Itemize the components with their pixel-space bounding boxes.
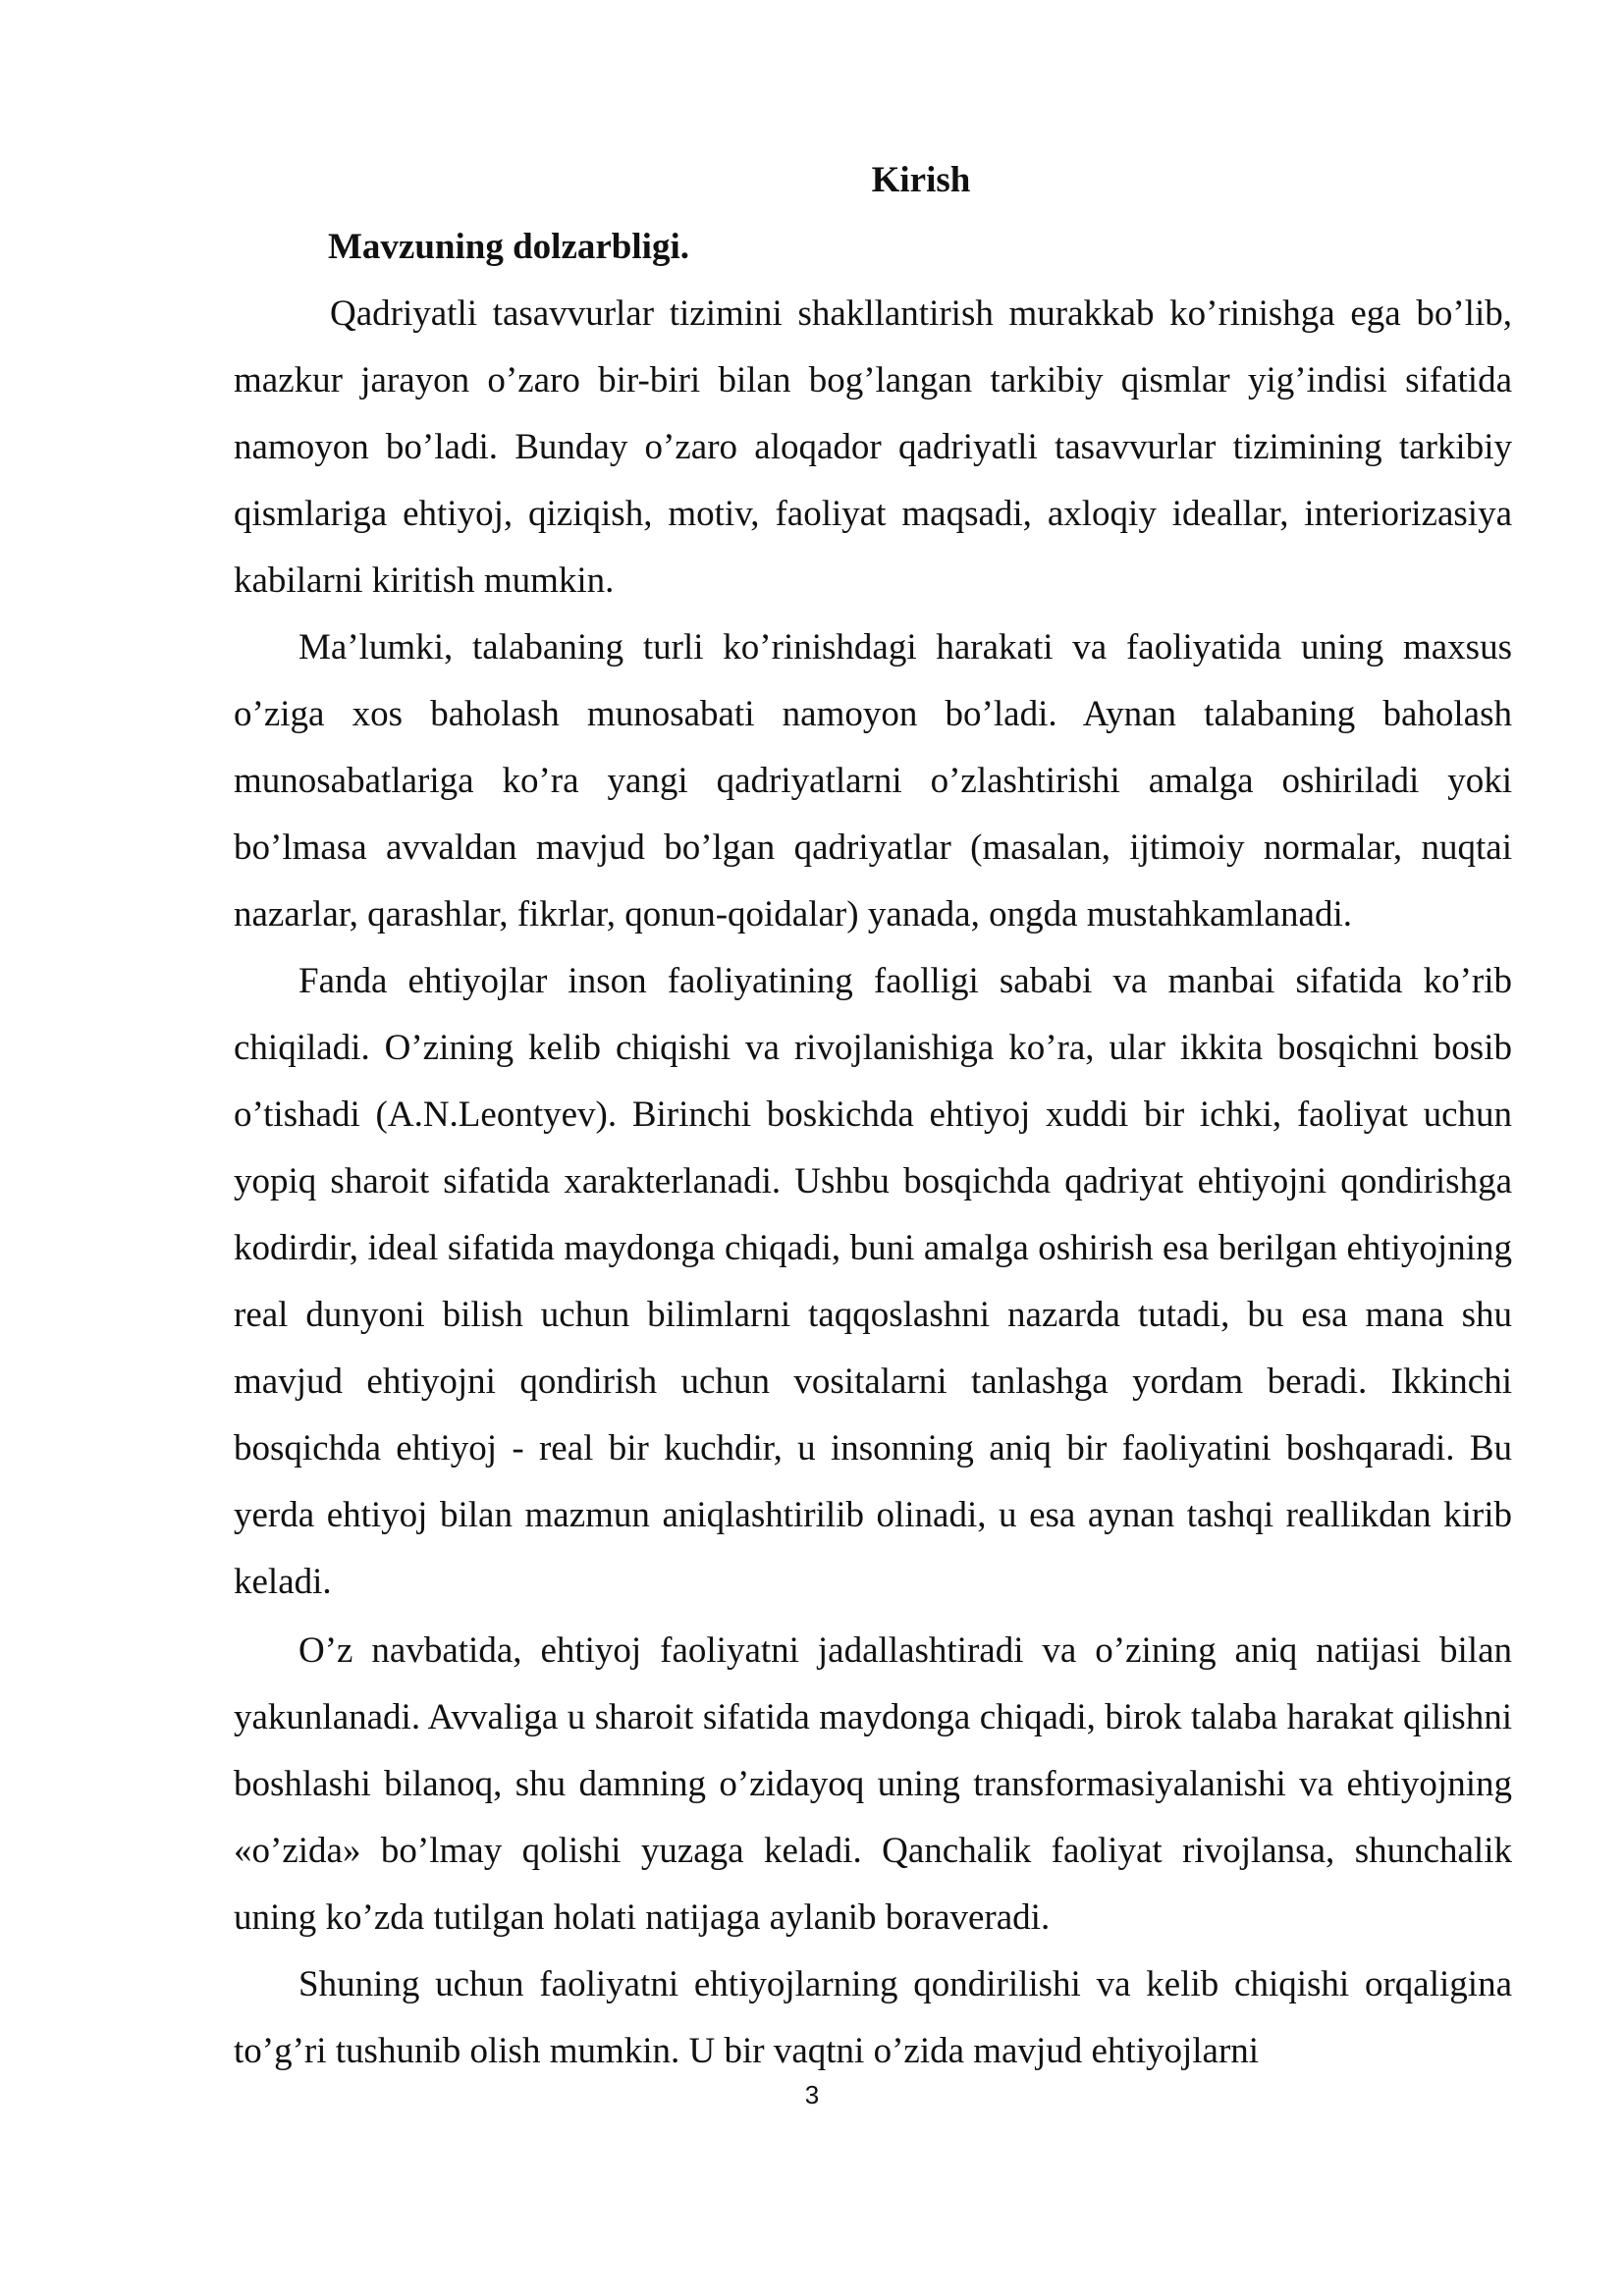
paragraph-2: Ma’lumki, talabaning turli ko’rinishdagi harakati va faoliyatida uning maxsus o’ziga xos baholash munosabati namoyon bo’ladi. Aynan talabaning baholash munosabatlariga ko’ra yangi qadriyatlarni o’zlashtirishi amalga oshiriladi yoki bo’lmasa avvaldan mavjud bo’lgan qadriyatlar (masalan, ijtimoiy normalar, nuqtai nazarlar, qarashlar, fikrlar, qonun-qoidalar) yanada, ongda mustahkamlanadi. [234, 627, 1512, 934]
paragraph-4: O’z navbatida, ehtiyoj faoliyatni jadallashtiradi va o’zining aniq natijasi bilan yakunlanadi. Avvaliga u sharoit sifatida maydonga chiqadi, birok talaba harakat qilishni boshlashi bilanoq, shu damning o’zidayoq uning transformasiyalanishi va ehtiyojning «o’zida» bo’lmay qolishi yuzaga keladi. Qanchalik faoliyat rivojlansa, shunchalik uning ko’zda tutilgan holati natijaga aylanib boraveradi. [234, 1630, 1512, 1938]
page-number: 3 [804, 2080, 820, 2109]
page-title: Kirish [871, 160, 971, 200]
paragraph-1: Qadriyatli tasavvurlar tizimini shakllantirish murakkab ko’rinishga ega bo’lib, mazkur jarayon o’zaro bir-biri bilan bog’langan tarkibiy qismlar yig’indisi sifatida namoyon bo’ladi. Bunday o’zaro aloqador qadriyatli tasavvurlar tizimining tarkibiy qismlariga ehtiyoj, qiziqish, motiv, faoliyat maqsadi, axloqiy ideallar, interiorizasiya kabilarni kiritish mumkin. [234, 294, 1512, 601]
paragraph-3: Fanda ehtiyojlar inson faoliyatining faolligi sababi va manbai sifatida ko’rib chiqiladi. O’zining kelib chiqishi va rivojlanishiga ko’ra, ular ikkita bosqichni bosib o’tishadi (A.N.Leontyev). Birinchi boskichda ehtiyoj xuddi bir ichki, faoliyat uchun yopiq sharoit sifatida xarakterlanadi. Ushbu bosqichda qadriyat ehtiyojni qondirishga kodirdir, ideal sifatida maydonga chiqadi, buni amalga oshirish esa berilgan ehtiyojning real dunyoni bilish uchun bilimlarni taqqoslashni nazarda tutadi, bu esa mana shu mavjud ehtiyojni qondirish uchun vositalarni tanlashga yordam beradi. Ikkinchi bosqichda ehtiyoj - real bir kuchdir, u insonning aniq bir faoliyatini boshqaradi. Bu yerda ehtiyoj bilan mazmun aniqlashtirilib olinadi, u esa aynan tashqi reallikdan kirib keladi. [234, 961, 1512, 1602]
section-heading: Mavzuning dolzarbligi. [328, 227, 689, 267]
paragraph-5: Shuning uchun faoliyatni ehtiyojlarning qondirilishi va kelib chiqishi orqaligina to’g’ri tushunib olish mumkin. U bir vaqtni o’zida mavjud ehtiyojlarni [234, 1964, 1512, 2071]
document-body [234, 147, 1512, 2085]
